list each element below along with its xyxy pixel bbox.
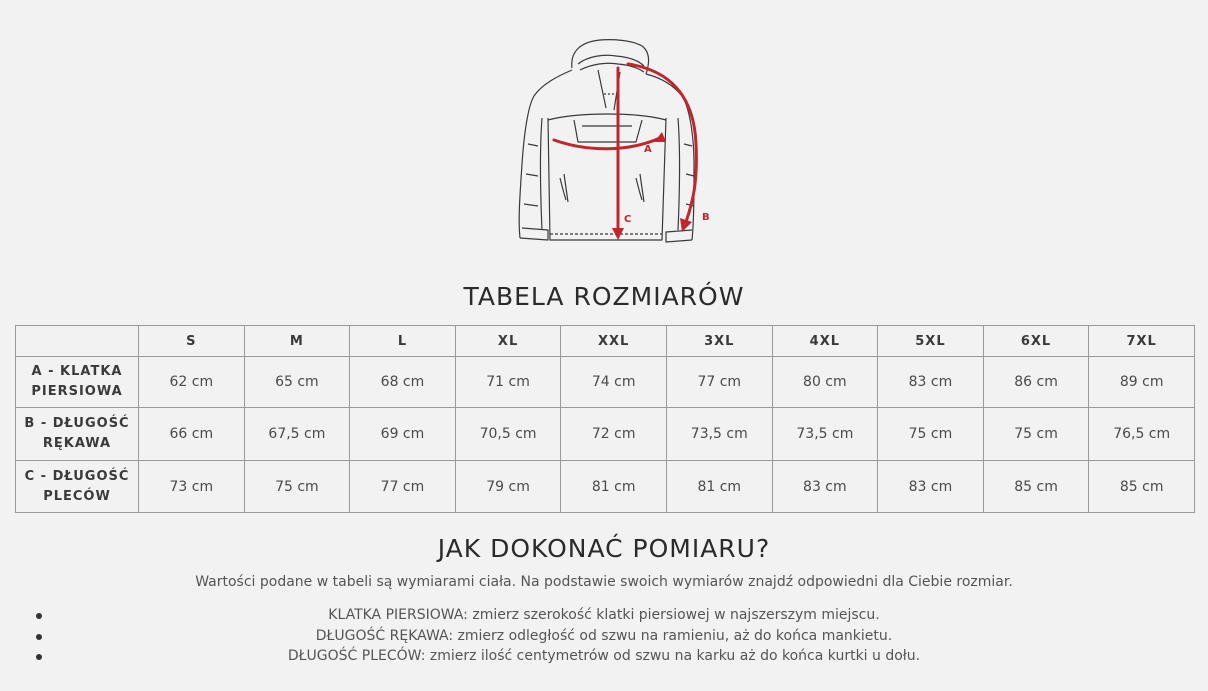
label-c: C	[624, 214, 632, 225]
table-cell: 65 cm	[244, 357, 350, 408]
size-header-row	[16, 326, 1195, 357]
table-cell: 73 cm	[139, 461, 245, 513]
table-cell: 66 cm	[139, 408, 245, 461]
how-to-intro: Wartości podane w tabeli są wymiarami ciała. Na podstawie swoich wymiarów znajdź odpowiedni dla Ciebie rozmiar.	[195, 574, 1013, 590]
table-row	[16, 461, 1195, 513]
size-header: XL	[455, 326, 561, 357]
table-cell: 81 cm	[666, 461, 772, 513]
how-to-title: JAK DOKONAĆ POMIARU?	[437, 534, 771, 563]
table-cell: 83 cm	[878, 461, 984, 513]
bullet-icon	[36, 634, 42, 640]
table-cell: 89 cm	[1089, 357, 1195, 408]
table-cell: 79 cm	[455, 461, 561, 513]
size-header: XXL	[561, 326, 667, 357]
list-item	[0, 605, 1208, 626]
table-cell: 81 cm	[561, 461, 667, 513]
table-cell: 69 cm	[350, 408, 456, 461]
table-cell: 83 cm	[772, 461, 878, 513]
bullet-icon	[36, 654, 42, 660]
size-table	[15, 325, 1195, 513]
table-cell: 77 cm	[666, 357, 772, 408]
table-cell: 75 cm	[878, 408, 984, 461]
size-header: 3XL	[666, 326, 772, 357]
table-cell: 73,5 cm	[666, 408, 772, 461]
table-cell: 62 cm	[139, 357, 245, 408]
table-cell: 73,5 cm	[772, 408, 878, 461]
table-cell: 75 cm	[244, 461, 350, 513]
corner-cell	[16, 326, 139, 357]
size-header: 4XL	[772, 326, 878, 357]
table-cell: 71 cm	[455, 357, 561, 408]
size-header: 7XL	[1089, 326, 1195, 357]
size-header: 5XL	[878, 326, 984, 357]
tip-text: DŁUGOŚĆ RĘKAWA: zmierz odległość od szwu na ramieniu, aż do końca mankietu.	[315, 627, 893, 644]
row-label-sleeve: B - DŁUGOŚĆ RĘKAWA	[16, 408, 139, 461]
table-cell: 86 cm	[983, 357, 1089, 408]
table-cell: 85 cm	[1089, 461, 1195, 513]
row-label-chest: A - KLATKA PIERSIOWA	[16, 357, 139, 408]
size-table-title: TABELA ROZMIARÓW	[463, 282, 745, 311]
list-item	[0, 646, 1208, 667]
tip-text: KLATKA PIERSIOWA: zmierz szerokość klatki piersiowej w najszerszym miejscu.	[328, 607, 880, 623]
table-cell: 77 cm	[350, 461, 456, 513]
table-cell: 80 cm	[772, 357, 878, 408]
size-header: 6XL	[983, 326, 1089, 357]
table-cell: 83 cm	[878, 357, 984, 408]
table-cell: 67,5 cm	[244, 408, 350, 461]
size-header: M	[244, 326, 350, 357]
table-cell: 70,5 cm	[455, 408, 561, 461]
table-row	[16, 408, 1195, 461]
size-header: L	[350, 326, 456, 357]
size-header: S	[139, 326, 245, 357]
table-cell: 85 cm	[983, 461, 1089, 513]
table-cell: 72 cm	[561, 408, 667, 461]
tip-text: DŁUGOŚĆ PLECÓW: zmierz ilość centymetrów od szwu na karku aż do końca kurtki u dołu.	[287, 648, 921, 664]
label-a: A	[644, 144, 652, 155]
bullet-icon	[36, 613, 42, 619]
table-cell: 75 cm	[983, 408, 1089, 461]
table-row	[16, 357, 1195, 408]
jacket-measurement-illustration	[508, 34, 728, 246]
table-cell: 68 cm	[350, 357, 456, 408]
label-b: B	[702, 212, 710, 223]
list-item	[0, 626, 1208, 647]
row-label-back: C - DŁUGOŚĆ PLECÓW	[16, 461, 139, 513]
table-cell: 76,5 cm	[1089, 408, 1195, 461]
tips-list	[0, 605, 1208, 667]
table-cell: 74 cm	[561, 357, 667, 408]
